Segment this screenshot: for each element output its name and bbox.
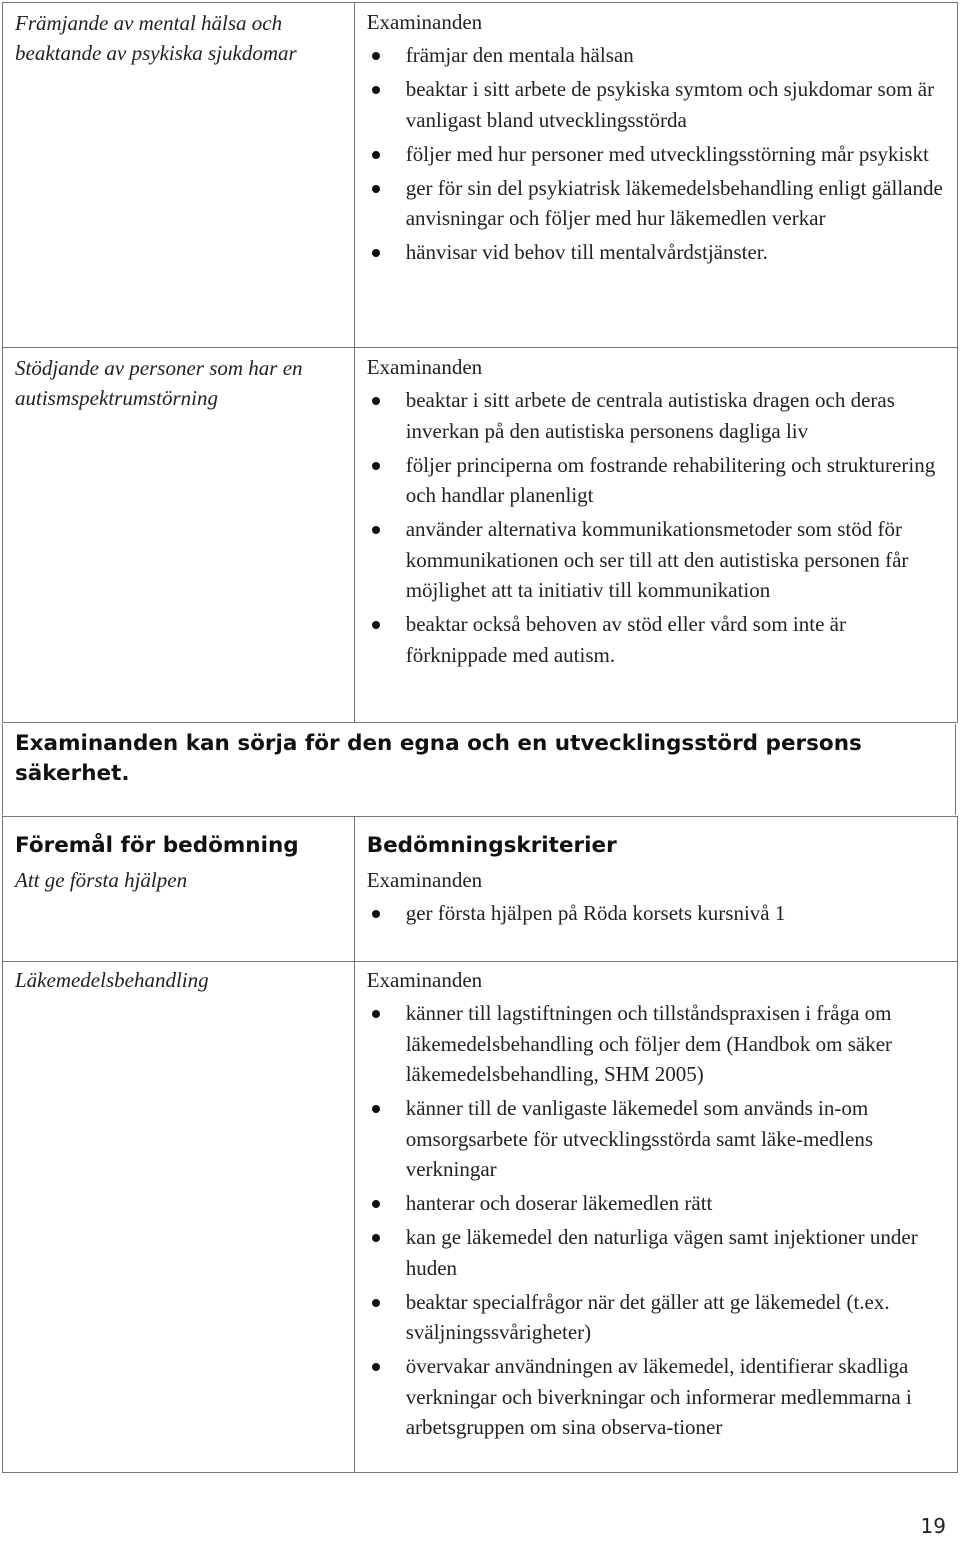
list-item: övervakar användningen av läkemedel, identifierar skadliga verkningar och biverkningar och informerar medlemmarna i arbetsgruppen om sina observa-tioner xyxy=(367,1351,945,1443)
bullet-icon xyxy=(372,397,380,405)
bullet-icon xyxy=(372,1299,380,1307)
examinee-label: Examinanden xyxy=(366,355,483,379)
list-item: följer principerna om fostrande rehabilitering och strukturering och handlar planenligt xyxy=(367,450,945,511)
subject-cell xyxy=(3,348,355,723)
subject-cell xyxy=(3,962,355,1473)
subject-cell xyxy=(3,3,355,348)
page-number: 19 xyxy=(920,1514,946,1538)
column-header-subject: Föremål för bedömning xyxy=(15,833,299,858)
section-banner xyxy=(2,724,956,815)
bullet-icon xyxy=(372,621,380,629)
list-item: beaktar också behoven av stöd eller vård som inte är förknippade med autism. xyxy=(367,609,945,670)
list-item: känner till de vanligaste läkemedel som används in-om omsorgsarbete för utvecklingsstörda samt läke-medlens verkningar xyxy=(367,1093,945,1185)
list-item: kan ge läkemedel den naturliga vägen samt injektioner under huden xyxy=(367,1222,945,1283)
subject-mental-health: Främjande av mental hälsa och beaktande av psykiska sjukdomar xyxy=(15,11,297,65)
list-item: hänvisar vid behov till mentalvårdstjänster. xyxy=(367,237,945,268)
criteria-list xyxy=(367,40,945,268)
list-item: känner till lagstiftningen och tillståndspraxisen i fråga om läkemedelsbehandling och följer dem (Handbok om säker läkemedelsbehandling, SHM 2005) xyxy=(367,998,945,1090)
criteria-cell xyxy=(354,3,957,348)
criteria-cell xyxy=(354,348,957,723)
bullet-icon xyxy=(372,462,380,470)
section-heading: Examinanden kan sörja för den egna och en utvecklingsstörd persons säkerhet. xyxy=(15,731,862,786)
column-header-criteria: Bedömningskriterier xyxy=(366,833,617,858)
list-item: ger för sin del psykiatrisk läkemedelsbehandling enligt gällande anvisningar och följer med hur läkemedlen verkar xyxy=(367,173,945,234)
criteria-cell xyxy=(354,962,957,1473)
list-item: beaktar i sitt arbete de psykiska symtom och sjukdomar som är vanligast bland utvecklingsstörda xyxy=(367,74,945,135)
criteria-list xyxy=(367,998,945,1443)
bullet-icon xyxy=(372,52,380,60)
criteria-list xyxy=(367,898,945,929)
list-item: beaktar specialfrågor när det gäller att ge läkemedel (t.ex. sväljningssvårigheter) xyxy=(367,1287,945,1348)
bullet-icon xyxy=(372,185,380,193)
bullet-icon xyxy=(372,526,380,534)
bullet-icon xyxy=(372,249,380,257)
table-row xyxy=(3,962,958,1473)
list-item: hanterar och doserar läkemedlen rätt xyxy=(367,1188,945,1219)
criteria-table-top xyxy=(2,2,958,723)
bullet-icon xyxy=(372,1105,380,1113)
list-item: ger första hjälpen på Röda korsets kursnivå 1 xyxy=(367,898,945,929)
subject-cell xyxy=(3,817,355,962)
examinee-label: Examinanden xyxy=(366,868,483,892)
bullet-icon xyxy=(372,1363,380,1371)
table-row xyxy=(3,3,958,348)
criteria-cell xyxy=(354,817,957,962)
list-item: använder alternativa kommunikationsmetoder som stöd för kommunikationen och ser till att den autistiska personen får möjlighet att ta initiativ till kommunikation xyxy=(367,514,945,606)
bullet-icon xyxy=(372,1010,380,1018)
subject-autism: Stödjande av personer som har en autismspektrumstörning xyxy=(15,356,303,410)
table-row xyxy=(3,348,958,723)
table-row xyxy=(3,817,958,962)
list-item: beaktar i sitt arbete de centrala autistiska dragen och deras inverkan på den autistiska personens dagliga liv xyxy=(367,385,945,446)
examinee-label: Examinanden xyxy=(366,968,483,992)
bullet-icon xyxy=(372,1234,380,1242)
bullet-icon xyxy=(372,910,380,918)
examinee-label: Examinanden xyxy=(366,10,483,34)
list-item: följer med hur personer med utvecklingsstörning mår psykiskt xyxy=(367,139,945,170)
subject-first-aid: Att ge första hjälpen xyxy=(15,868,188,892)
subject-medication: Läkemedelsbehandling xyxy=(15,968,209,992)
bullet-icon xyxy=(372,151,380,159)
criteria-list xyxy=(367,385,945,670)
bullet-icon xyxy=(372,86,380,94)
criteria-table-bottom xyxy=(2,816,958,1473)
bullet-icon xyxy=(372,1200,380,1208)
list-item: främjar den mentala hälsan xyxy=(367,40,945,71)
